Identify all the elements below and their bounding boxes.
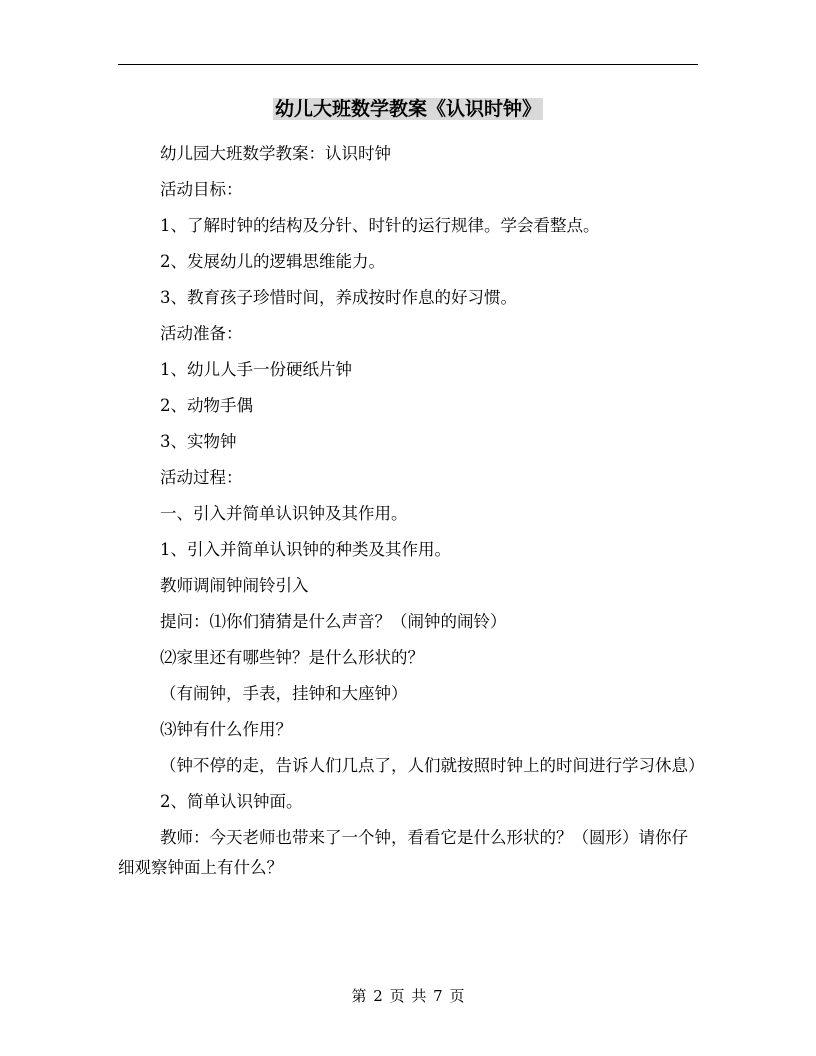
document-title-text: 幼儿大班数学教案《认识时钟》	[274, 98, 541, 120]
document-title	[0, 96, 816, 122]
paragraph: 教师：今天老师也带来了一个钟，看看它是什么形状的？（圆形）请你仔细观察钟面上有什么？	[118, 828, 688, 877]
paragraph: 幼儿园大班数学教案：认识时钟	[160, 144, 391, 163]
page-number: 第 2 页 共 7 页	[351, 987, 465, 1005]
section-heading: 活动准备：	[160, 324, 243, 343]
list-item: 1、引入并简单认识钟的种类及其作用。	[160, 540, 451, 559]
section-heading: 活动目标：	[160, 180, 243, 199]
question: ⑵家里还有哪些钟？是什么形状的？	[160, 648, 424, 667]
list-item: 2、动物手偶	[160, 396, 253, 415]
answer: （有闹钟，手表，挂钟和大座钟）	[160, 684, 408, 703]
list-item: 3、实物钟	[160, 432, 237, 451]
header-rule	[118, 64, 698, 65]
document-body	[118, 136, 705, 886]
section-heading: 活动过程：	[160, 468, 243, 487]
question: ⑶钟有什么作用？	[160, 720, 292, 739]
list-item: 2、发展幼儿的逻辑思维能力。	[160, 252, 385, 271]
question: 提问：⑴你们猜猜是什么声音？（闹钟的闹铃）	[160, 612, 507, 631]
list-item: 1、了解时钟的结构及分针、时针的运行规律。学会看整点。	[160, 216, 600, 235]
list-item: 3、教育孩子珍惜时间，养成按时作息的好习惯。	[160, 288, 517, 307]
answer: （钟不停的走，告诉人们几点了，人们就按照时钟上的时间进行学习休息）	[160, 756, 705, 775]
subsection-heading: 一、引入并简单认识钟及其作用。	[160, 504, 408, 523]
list-item: 2、简单认识钟面。	[160, 792, 303, 811]
list-item: 1、幼儿人手一份硬纸片钟	[160, 360, 352, 379]
paragraph: 教师调闹钟闹铃引入	[160, 576, 309, 595]
